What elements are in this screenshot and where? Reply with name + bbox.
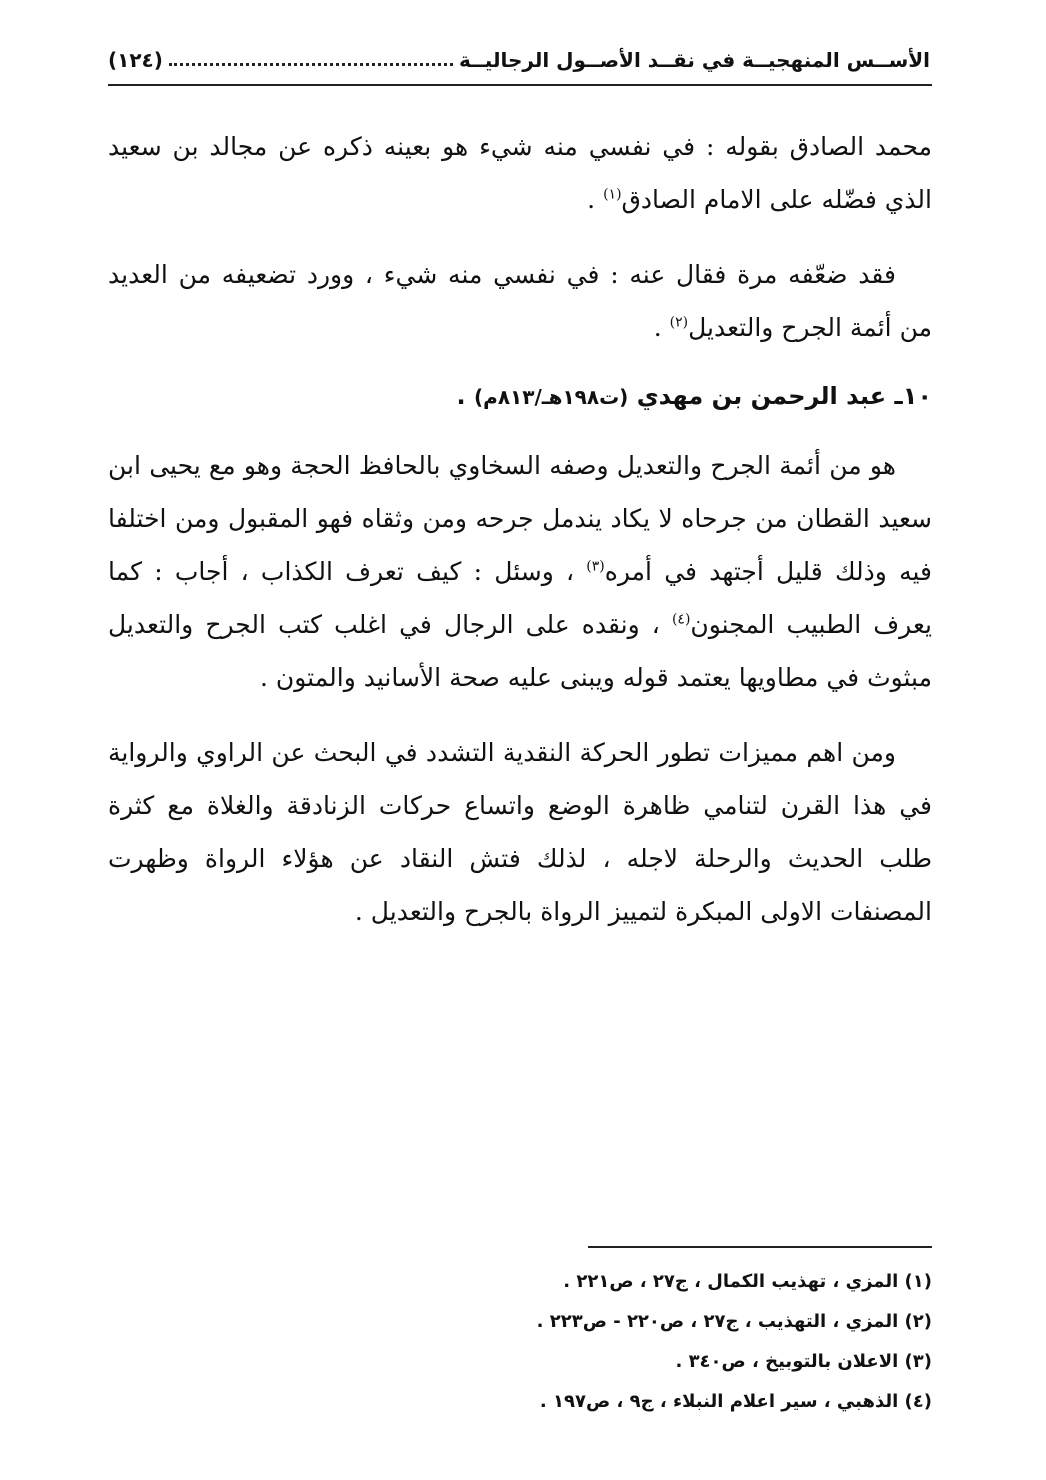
paragraph-2-tail: .: [653, 313, 670, 342]
header-rule: [108, 84, 932, 86]
footnote-ref-3: (٣): [586, 558, 605, 575]
paragraph-3: [108, 439, 932, 704]
footnote-1: (١) المزي ، تهذيب الكمال ، ج٢٧ ، ص٢٢١ .: [563, 1271, 932, 1292]
footnote-2: (٢) المزي ، التهذيب ، ج٢٧ ، ص٢٢٠ - ص٢٢٣ .: [536, 1311, 932, 1332]
paragraph-3-part-3: ، ونقده على الرجال في اغلب كتب الجرح والتعديل مبثوث في مطاويها يعتمد قوله ويبنى عليه صحة الأسانيد والمتون .: [108, 610, 932, 692]
paragraph-3-part-2: ، وسئل : كيف تعرف الكذاب ، أجاب : كما يعرف الطبيب المجنون: [108, 557, 932, 639]
section-heading: [108, 376, 932, 417]
paragraph-2-text: فقد ضعّفه مرة فقال عنه : في نفسي منه شيء ، وورد تضعيفه من العديد من أئمة الجرح والتعديل: [108, 260, 932, 342]
footnote-ref-4: (٤): [671, 611, 691, 628]
footnote-ref-2: (٢): [669, 314, 689, 331]
footnote-separator: [588, 1246, 932, 1248]
heading-dates: (ت١٩٨هـ/٨١٣م): [474, 385, 629, 409]
footnote-ref-1: (١): [603, 186, 622, 203]
footnote-3: (٣) الاعلان بالتوبيخ ، ص٣٤٠ .: [675, 1351, 932, 1372]
main-text: [108, 120, 932, 960]
paragraph-1-text: محمد الصادق بقوله : في نفسي منه شيء هو بعينه ذكره عن مجالد بن سعيد الذي فضّله على الامام الصادق: [108, 132, 932, 214]
paragraph-4: ومن اهم مميزات تطور الحركة النقدية التشدد في البحث عن الراوي والرواية في هذا القرن لتنامي ظاهرة الوضع واتساع حركات الزنادقة والغلاة مع كثرة طلب الحديث والرحلة لاجله ، لذلك فتش النقاد عن هؤلاء الرواة وظهرت المصنفات الاولى المبكرة لتمييز الرواة بالجرح والتعديل .: [108, 738, 932, 926]
footnotes: [108, 1262, 932, 1422]
footnote-4: (٤) الذهبي ، سير اعلام النبلاء ، ج٩ ، ص١٩٧ .: [539, 1391, 932, 1412]
paragraph-1-tail: .: [587, 185, 604, 214]
heading-text: ١٠ـ عبد الرحمن بن مهدي: [636, 382, 932, 410]
heading-tail: .: [456, 382, 474, 410]
paragraph-2: [108, 248, 932, 354]
running-header: [108, 48, 930, 72]
paragraph-3-part-1: هو من أئمة الجرح والتعديل وصفه السخاوي بالحافظ الحجة وهو مع يحيى ابن سعيد القطان من جرحاه لا يكاد يندمل جرحه ومن وثقاه فهو المقبول ومن اختلفا فيه وذلك قليل أجتهد في أمره: [108, 451, 932, 586]
running-title: الأســس المنهجيــة في نقــد الأصــول الرجاليــة: [459, 48, 930, 72]
page-number: (١٢٤): [108, 48, 163, 72]
paragraph-1: [108, 120, 932, 226]
header-dot-leader: [169, 63, 453, 66]
